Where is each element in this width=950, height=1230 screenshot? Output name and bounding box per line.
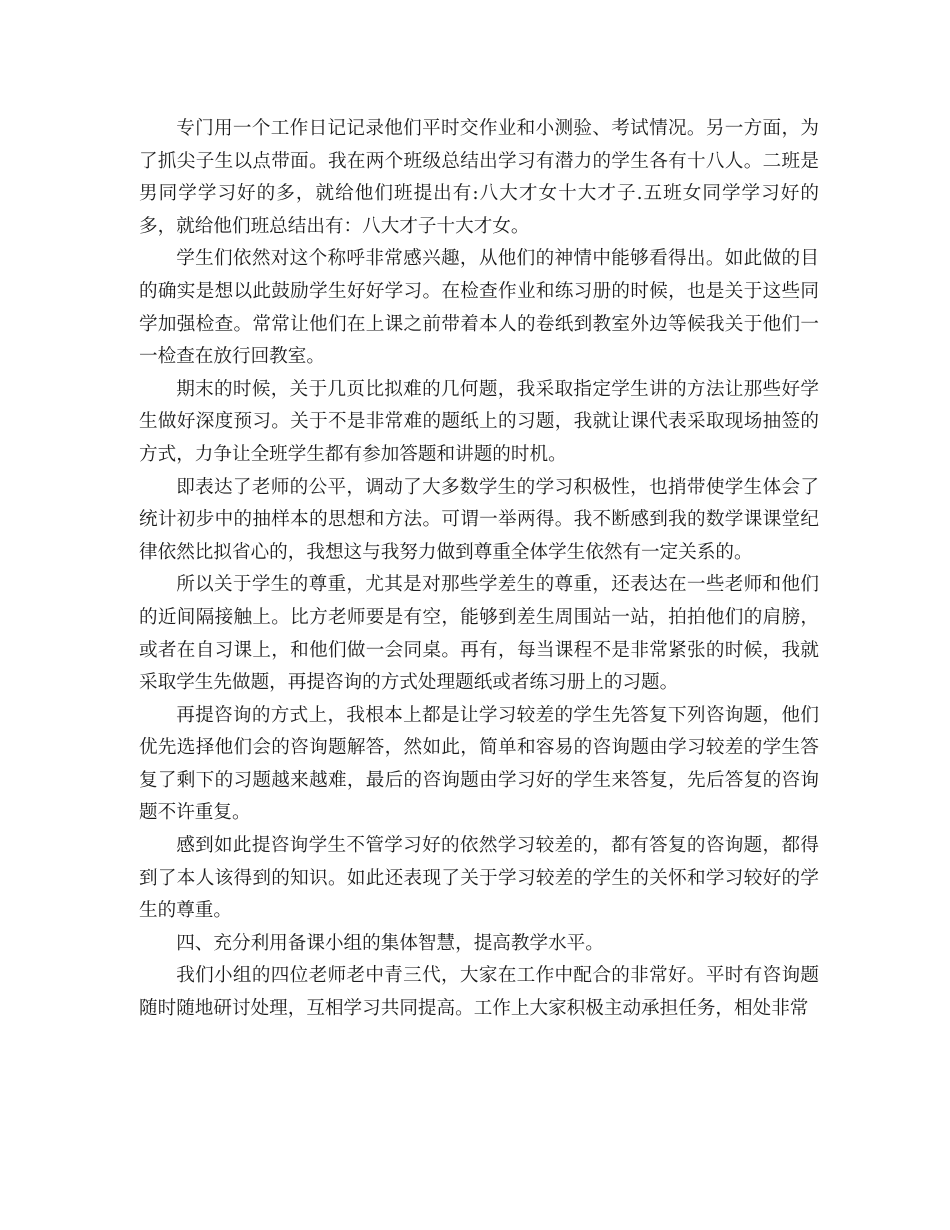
document-body — [139, 113, 819, 1026]
paragraph: 所以关于学生的尊重，尤其是对那些学差生的尊重，还表达在一些老师和他们的近间隔接触上。比方老师要是有空，能够到差生周围站一站，拍拍他们的肩膀，或者在自习课上，和他们做一会同桌。再有，每当课程不是非常紧张的时候，我就采取学生先做题，再提咨询的方式处理题纸或者练习册上的习题。 — [139, 574, 819, 694]
paragraph: 专门用一个工作日记记录他们平时交作业和小测验、考试情况。另一方面，为了抓尖子生以点带面。我在两个班级总结出学习有潜力的学生各有十八人。二班是男同学学习好的多，就给他们班提出有:八大才女十大才子.五班女同学学习好的多，就给他们班总结出有：八大才子十大才女。 — [139, 118, 819, 237]
paragraph: 感到如此提咨询学生不管学习好的依然学习较差的，都有答复的咨询题，都得到了本人该得到的知识。如此还表现了关于学习较差的学生的关怀和学习较好的学生的尊重。 — [139, 835, 819, 922]
paragraph: 学生们依然对这个称呼非常感兴趣，从他们的神情中能够看得出。如此做的目的确实是想以此鼓励学生好好学习。在检查作业和练习册的时候，也是关于这些同学加强检查。常常让他们在上课之前带着本人的卷纸到教室外边等候我关于他们一一检查在放行回教室。 — [139, 248, 819, 368]
section-heading: 四、充分利用备课小组的集体智慧，提高教学水平。 — [176, 932, 604, 954]
paragraph: 期末的时候，关于几页比拟难的几何题，我采取指定学生讲的方法让那些好学生做好深度预习。关于不是非常难的题纸上的习题，我就让课代表采取现场抽签的方式，力争让全班学生都有参加答题和讲题的时机。 — [139, 378, 819, 465]
paragraph: 再提咨询的方式上，我根本上都是让学习较差的学生先答复下列咨询题，他们优先选择他们会的咨询题解答，然如此，简单和容易的咨询题由学习较差的学生答复了剩下的习题越来越难，最后的咨询题由学习好的学生来答复，先后答复的咨询题不许重复。 — [139, 704, 819, 824]
paragraph: 我们小组的四位老师老中青三代，大家在工作中配合的非常好。平时有咨询题随时随地研讨处理，互相学习共同提高。工作上大家积极主动承担任务，相处非常 — [139, 965, 819, 1020]
paragraph: 即表达了老师的公平，调动了大多数学生的学习积极性，也捎带使学生体会了统计初步中的抽样本的思想和方法。可谓一举两得。我不断感到我的数学课课堂纪律依然比拟省心的，我想这与我努力做到尊重全体学生依然有一定关系的。 — [139, 476, 819, 563]
